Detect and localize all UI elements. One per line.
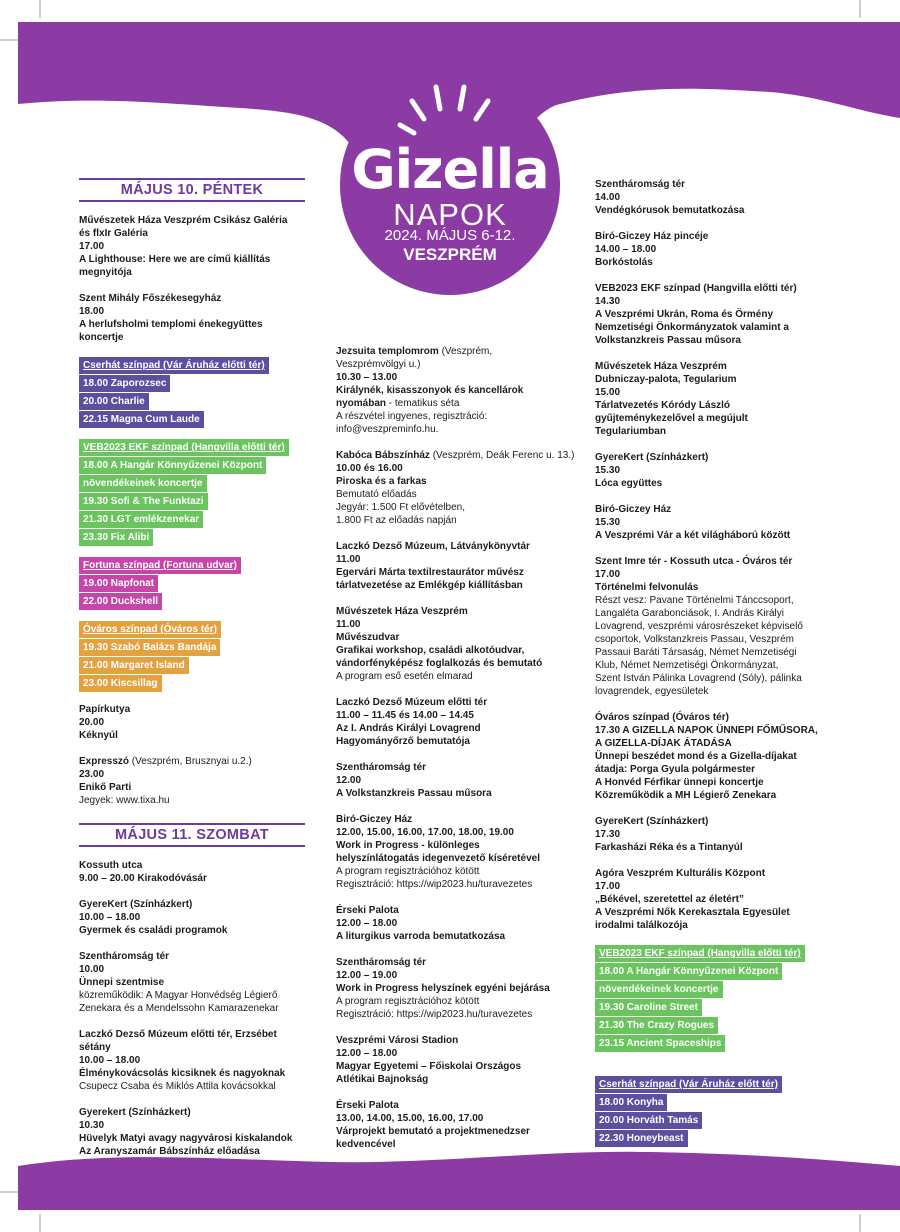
stage-header: Cserhát színpad (Vár Áruház előtt tér) (595, 1076, 782, 1093)
stage-slot: 20.00 Charlie (79, 393, 149, 410)
event-title: Nemzetiségi Önkormányzatok valamint a (595, 322, 789, 333)
event-title: Várprojekt bemutató a projektmenedzser (336, 1126, 530, 1137)
event-title: Az Aranyszamár Bábszínház előadása (79, 1146, 260, 1157)
event-title: Volkstanzkreis Passau műsora (595, 335, 741, 346)
event-time: 10.30 – 13.00 (336, 372, 398, 383)
event-item (595, 867, 830, 932)
event-note: A program eső esetén elmarad (336, 671, 473, 682)
event-item (79, 898, 305, 937)
stage-slot: 22.15 Magna Cum Laude (79, 411, 204, 428)
column-right (595, 178, 830, 1158)
event-address: (Veszprém, Brusznyai u.2.) (129, 756, 252, 767)
event-note: csoportok, Volkstanzkreis Passau, Veszprém (595, 634, 794, 645)
event-title: Közreműködik a MH Légierő Zenekara (595, 790, 777, 801)
event-time: 14.00 – 18.00 (595, 244, 657, 255)
event-item (336, 449, 576, 527)
event-time: 12.00 – 19.00 (336, 970, 398, 981)
event-time: 11.00 – 11.45 és 14.00 – 14.45 (336, 710, 474, 721)
event-time: 12.00 – 18.00 (336, 1048, 398, 1059)
event-item (336, 345, 576, 436)
stage-slot: 22.30 Honeybeast (595, 1130, 688, 1147)
event-address: (Veszprém, Deák Ferenc u. 13.) (429, 450, 575, 461)
event-item (79, 292, 305, 344)
event-time: 17.30 (595, 829, 621, 840)
stage-ovaros (79, 621, 305, 692)
event-venue: GyereKert (Színházkert) (595, 816, 709, 827)
event-venue: Óváros színpad (Óváros tér) (595, 712, 729, 723)
column-middle (336, 345, 576, 1164)
stage-slot: 22.00 Duckshell (79, 593, 162, 610)
event-title: Gyermek és családi programok (79, 925, 228, 936)
event-title: Az I. András Királyi Lovagrend (336, 723, 481, 734)
event-title: Vendégkórusok bemutatkozása (595, 205, 745, 216)
event-title: Ünnepi szentmise (79, 977, 165, 988)
event-time: 17.00 (595, 569, 621, 580)
logo-dates: 2024. MÁJUS 6-12. (384, 227, 516, 244)
event-note: Részt vesz: Pavane Történelmi Tánccsoport, (595, 595, 794, 606)
event-venue: Művészetek Háza Veszprém (336, 606, 468, 617)
event-title: A GIZELLA-DÍJAK ÁTADÁSA (595, 738, 732, 749)
event-venue: Érseki Palota (336, 905, 399, 916)
event-title: vándorfényképész foglalkozás és bemutató (336, 658, 543, 669)
stage-slot: 18.00 Zaporozsec (79, 375, 170, 392)
event-venue: Érseki Palota (336, 1100, 399, 1111)
event-item (595, 178, 830, 217)
event-venue: Gyerekert (Színházkert) (79, 1107, 191, 1118)
event-time: 14.30 (595, 296, 621, 307)
stage-slot: 23.30 Fix Alibi (79, 529, 153, 546)
event-item (79, 214, 305, 279)
event-title: 17.30 A GIZELLA NAPOK ÜNNEPI FŐMŰSORA, (595, 725, 818, 736)
stage-slot: 18.00 A Hangár Könnyűzenei Központ (79, 457, 266, 474)
event-title: tárlatvezetése az Emlékgép kiállításban (336, 580, 523, 591)
event-venue: Művészetek Háza Veszprém (595, 361, 727, 372)
stage-slot: 19.30 Caroline Street (595, 999, 702, 1016)
day-heading-friday: MÁJUS 10. PÉNTEK (79, 178, 305, 202)
stage-veb2023 (79, 439, 305, 546)
event-item (595, 711, 830, 802)
stage-veb2023 (595, 945, 830, 1052)
event-venue: és flxIr Galéria (79, 228, 148, 239)
event-title: Enikő Parti (79, 782, 132, 793)
event-note: Passaui Baráti Társaság, Német Nemzetiségi (595, 647, 797, 658)
event-time: 10.00 – 18.00 (79, 1055, 141, 1066)
event-note: Bemutató előadás (336, 489, 417, 500)
day-heading-saturday: MÁJUS 11. SZOMBAT (79, 823, 305, 847)
event-venue: Szentháromság tér (336, 957, 427, 968)
stage-slot: 21.30 The Crazy Rogues (595, 1017, 718, 1034)
event-venue: Biró-Giczey Ház pincéje (595, 231, 709, 242)
event-venue: Szent Imre tér - Kossuth utca - Óváros tér (595, 556, 793, 567)
event-title: Művészudvar (336, 632, 400, 643)
event-address: Veszprémvölgyi u.) (336, 359, 421, 370)
event-title: A Veszprémi Ukrán, Roma és Örmény (595, 309, 774, 320)
event-title: kedvencével (336, 1139, 396, 1150)
event-venue: Művészetek Háza Veszprém Csikász Galéria (79, 215, 288, 226)
event-title: Farkasházi Réka és a Tintanyúl (595, 842, 743, 853)
event-title: Grafikai workshop, családi alkotóudvar, (336, 645, 525, 656)
event-title: Hüvelyk Matyi avagy nagyvárosi kiskalandok (79, 1133, 293, 1144)
event-venue: Szentháromság tér (336, 762, 427, 773)
event-venue: GyereKert (Színházkert) (595, 452, 709, 463)
event-title: Kéknyúl (79, 730, 118, 741)
event-item (336, 696, 576, 748)
event-time: 20.00 (79, 717, 105, 728)
event-title: Magyar Egyetemi – Főiskolai Országos (336, 1061, 522, 1072)
event-title: A Veszprémi Nők Kerekasztala Egyesület (595, 907, 790, 918)
event-item (79, 755, 305, 807)
event-item (336, 540, 576, 592)
event-note: Szent István Pálinka Lovagrend (Sóly), pálinka (595, 673, 802, 684)
event-item (79, 950, 305, 1015)
event-title: 9.00 – 20.00 Kirakodóvásár (79, 873, 207, 884)
event-item (79, 703, 305, 742)
event-time: 15.30 (595, 517, 621, 528)
event-title: Tegulariumban (595, 426, 666, 437)
event-venue: Laczkó Dezső Múzeum, Látványkönyvtár (336, 541, 530, 552)
event-venue: sétány (79, 1042, 111, 1053)
event-title: A Honvéd Férfikar ünnepi koncertje (595, 777, 764, 788)
event-title: Hagyományőrző bemutatója (336, 736, 470, 747)
event-item (79, 1028, 305, 1093)
event-venue: Biró-Giczey Ház (336, 814, 413, 825)
event-venue: Kossuth utca (79, 860, 143, 871)
event-note: Langaléta Garabonciások, I. András Királyi (595, 608, 784, 619)
event-note: közreműködik: A Magyar Honvédség Légierő (79, 990, 278, 1001)
event-title: Élménykovácsolás kicsiknek és nagyoknak (79, 1068, 286, 1079)
stage-header: Óváros színpad (Óváros tér) (79, 621, 221, 638)
event-title: Történelmi felvonulás (595, 582, 699, 593)
event-note: Regisztráció: https://wip2023.hu/turavezetes (336, 879, 533, 890)
event-title: nyomában (336, 398, 387, 409)
event-title: Borkóstolás (595, 257, 653, 268)
event-item (595, 282, 830, 347)
logo-city: VESZPRÉM (403, 245, 497, 264)
event-time: 23.00 (79, 769, 105, 780)
event-title: Királynék, kisasszonyok és kancellárok (336, 385, 524, 396)
stage-slot: 18.00 Konyha (595, 1094, 667, 1111)
stage-header: Cserhát színpad (Vár Áruház előtti tér) (79, 357, 269, 374)
event-title: Work in Progress helyszínek egyéni bejárása (336, 983, 550, 994)
event-venue: Laczkó Dezső Múzeum előtti tér (336, 697, 488, 708)
event-title: A Veszprémi Vár a két világháború között (595, 530, 791, 541)
event-time: 14.00 (595, 192, 621, 203)
event-title: Tárlatvezetés Kóródy László (595, 400, 731, 411)
event-item (336, 904, 576, 943)
event-time: 17.00 (79, 241, 105, 252)
event-venue: Dubniczay-palota, Tegularium (595, 374, 737, 385)
stage-header: VEB2023 EKF színpad (Hangvilla előtti tér) (79, 439, 289, 456)
stage-header: Fortuna színpad (Fortuna udvar) (79, 557, 241, 574)
event-item (79, 859, 305, 885)
event-venue: Kabóca Bábszínház (336, 450, 430, 461)
event-venue: Szentháromság tér (79, 951, 170, 962)
event-title: A herlufsholmi templomi énekegyüttes (79, 319, 263, 330)
event-time: 11.00 (336, 554, 361, 565)
event-item (79, 1106, 305, 1158)
event-item (336, 956, 576, 1021)
event-time: 12.00 – 18.00 (336, 918, 398, 929)
logo-subtitle: NAPOK (393, 197, 507, 232)
event-time: 11.00 (336, 619, 361, 630)
event-venue: Laczkó Dezső Múzeum előtti tér, Erzsébet (79, 1029, 277, 1040)
stage-slot: 21.30 LGT emlékzenekar (79, 511, 203, 528)
event-item (595, 230, 830, 269)
event-title: Ünnepi beszédet mond és a Gizella-díjakat (595, 751, 797, 762)
stage-header: VEB2023 EKF színpad (Hangvilla előtti tér) (595, 945, 805, 962)
gizella-napok-logo (340, 75, 560, 285)
event-note: Csupecz Csaba és Miklós Attila kovácsokkal (79, 1081, 276, 1092)
event-note: Zenekara és a Mendelssohn Kamarazenekar (79, 1003, 279, 1014)
stage-slot: 19.00 Napfonat (79, 575, 158, 592)
event-venue: Szent Mihály Főszékesegyház (79, 293, 222, 304)
event-title: Atlétikai Bajnokság (336, 1074, 429, 1085)
event-time: 15.30 (595, 465, 621, 476)
event-note: A program regisztrációhoz kötött (336, 996, 480, 1007)
event-venue: Veszprémi Városi Stadion (336, 1035, 459, 1046)
event-note: A program regisztrációhoz kötött (336, 866, 480, 877)
event-address: (Veszprém, (438, 346, 493, 357)
event-item (336, 605, 576, 683)
stage-slot: 21.00 Margaret Island (79, 657, 189, 674)
event-venue: VEB2023 EKF színpad (Hangvilla előtti tér) (595, 283, 797, 294)
event-title: átadja: Porga Gyula polgármester (595, 764, 756, 775)
event-title: Piroska és a farkas (336, 476, 427, 487)
stage-slot: 23.00 Kiscsillag (79, 675, 162, 692)
event-note: Klub, Német Nemzetiségi Önkormányzat, (595, 660, 779, 671)
stage-fortuna (79, 557, 305, 610)
stage-slot: 19.30 Sofi & The Funktazi (79, 493, 208, 510)
event-note: A részvétel ingyenes, regisztráció: (336, 411, 488, 422)
event-item (336, 761, 576, 800)
event-item (595, 555, 830, 698)
event-item (595, 503, 830, 542)
event-time: 17.00 (595, 881, 621, 892)
event-item (595, 360, 830, 438)
event-note: info@veszpreminfo.hu. (336, 424, 439, 435)
event-item (595, 815, 830, 854)
event-note: 1.800 Ft az előadás napján (336, 515, 457, 526)
event-note: - tematikus séta (386, 398, 460, 409)
event-venue: Biró-Giczey Ház (595, 504, 672, 515)
stage-slot: 18.00 A Hangár Könnyűzenei Központ (595, 963, 782, 980)
event-time: 10.30 (79, 1120, 105, 1131)
event-title: Egervári Márta textilrestaurátor művész (336, 567, 524, 578)
event-time: 15.00 (595, 387, 621, 398)
stage-slot: 19.30 Szabó Balázs Bandája (79, 639, 220, 656)
stage-slot: 20.00 Horváth Tamás (595, 1112, 702, 1129)
event-title: „Békével, szeretettel az életért” (595, 894, 744, 905)
event-venue: Papírkutya (79, 704, 131, 715)
event-title: megnyitója (79, 267, 132, 278)
logo-title: Gizella (351, 138, 549, 201)
stage-slot: növendékeinek koncertje (595, 981, 723, 998)
stage-slot: növendékeinek koncertje (79, 475, 207, 492)
event-title: Work in Progress - különleges (336, 840, 480, 851)
event-title: A Lighthouse: Here we are című kiállítás (79, 254, 271, 265)
event-item (336, 813, 576, 891)
event-time: 12.00 (336, 775, 362, 786)
event-item (336, 1034, 576, 1086)
event-time: 10.00 – 18.00 (79, 912, 141, 923)
event-note: Lovagrend, veszprémi városrészeket képviselő (595, 621, 803, 632)
stage-slot: 23.15 Ancient Spaceships (595, 1035, 725, 1052)
event-item (336, 1099, 576, 1151)
event-venue: GyereKert (Színházkert) (79, 899, 193, 910)
event-title: helyszínlátogatás idegenvezető kíséretével (336, 853, 540, 864)
event-note: Jegyár: 1.500 Ft elővételben, (336, 502, 465, 513)
event-note: lovagrendek, egyesületek (595, 686, 709, 697)
sun-rays-icon (340, 75, 560, 145)
event-title: Lóca együttes (595, 478, 663, 489)
event-time: 10.00 és 16.00 (336, 463, 403, 474)
stage-cserhat (79, 357, 305, 428)
event-title: A Volkstanzkreis Passau műsora (336, 788, 492, 799)
event-time: 18.00 (79, 306, 105, 317)
event-title: irodalmi találkozója (595, 920, 688, 931)
event-venue: Agóra Veszprém Kulturális Központ (595, 868, 766, 879)
event-venue: Expresszó (79, 756, 130, 767)
event-venue: Szentháromság tér (595, 179, 686, 190)
event-time: 13.00, 14.00, 15.00, 16.00, 17.00 (336, 1113, 484, 1124)
column-left (79, 178, 305, 1171)
event-note: Regisztráció: https://wip2023.hu/turavezetes (336, 1009, 533, 1020)
event-time: 12.00, 15.00, 16.00, 17.00, 18.00, 19.00 (336, 827, 514, 838)
event-note: Jegyek: www.tixa.hu (79, 795, 170, 806)
event-time: 10.00 (79, 964, 105, 975)
event-title: koncertje (79, 332, 124, 343)
event-title: gyűjteménykezelővel a megújult (595, 413, 748, 424)
stage-cserhat (595, 1076, 830, 1147)
event-venue: Jezsuita templomrom (336, 346, 439, 357)
event-title: A liturgikus varroda bemutatkozása (336, 931, 506, 942)
event-item (595, 451, 830, 490)
